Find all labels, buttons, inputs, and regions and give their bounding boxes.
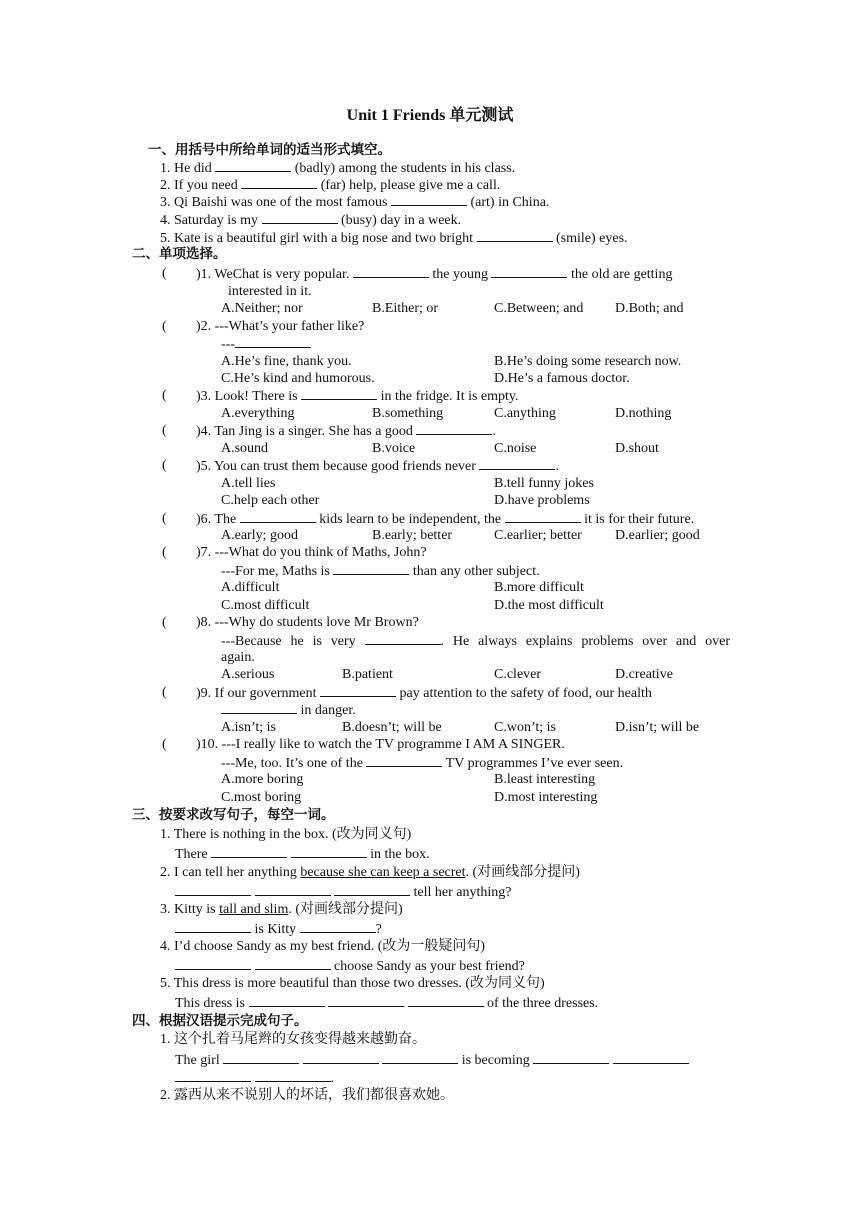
option-b[interactable]: B.early; better — [372, 528, 453, 543]
answer-text: The girl — [175, 1053, 220, 1068]
answer-blank[interactable] — [175, 957, 251, 970]
option-b[interactable]: B.He’s doing some research now. — [494, 354, 682, 369]
question-text: . — [492, 424, 496, 439]
option-b[interactable]: B.least interesting — [494, 772, 596, 787]
option-a[interactable]: A.difficult — [221, 580, 280, 595]
answer-blank[interactable] — [320, 684, 396, 697]
option-c[interactable]: C.won’t; is — [494, 720, 556, 735]
underlined-phrase: tall and slim — [219, 902, 289, 917]
answer-blank[interactable] — [382, 1051, 458, 1064]
answer-paren[interactable]: ( — [162, 737, 167, 752]
item-text: 5. Kate is a beautiful girl with a big nose and two bright — [160, 231, 473, 246]
answer-blank[interactable] — [301, 387, 377, 400]
question-text: ---Because he is very — [221, 634, 356, 649]
option-d[interactable]: D.nothing — [615, 406, 672, 421]
answer-text: This dress is — [175, 996, 245, 1011]
s3-item-2-answer — [175, 883, 511, 901]
option-c[interactable]: C.noise — [494, 441, 537, 456]
section-2-heading: 二、单项选择。 — [132, 246, 227, 262]
question-text: than any other subject. — [412, 564, 540, 579]
answer-text: is becoming — [461, 1053, 530, 1068]
question-10: )10. ---I really like to watch the TV programme I AM A SINGER. — [196, 737, 565, 752]
question-3 — [196, 387, 519, 405]
answer-blank[interactable] — [365, 632, 441, 645]
option-d[interactable]: D.the most difficult — [494, 598, 604, 613]
question-text: the young — [432, 267, 488, 282]
question-7-answer-line — [221, 562, 540, 580]
answer-blank[interactable] — [262, 211, 338, 224]
option-a[interactable]: A.everything — [221, 406, 295, 421]
item-text: (badly) among the students in his class. — [294, 161, 516, 176]
answer-blank[interactable] — [175, 920, 251, 933]
answer-blank[interactable] — [477, 229, 553, 242]
answer-paren[interactable]: ( — [162, 458, 167, 473]
option-c[interactable]: C.earlier; better — [494, 528, 582, 543]
question-text: )6. The — [196, 512, 237, 527]
answer-blank[interactable] — [334, 883, 410, 896]
option-b[interactable]: B.voice — [372, 441, 416, 456]
question-10-answer-line — [221, 754, 623, 772]
option-c[interactable]: C.help each other — [221, 493, 320, 508]
answer-blank[interactable] — [241, 176, 317, 189]
question-text: kids learn to be independent, the — [319, 512, 502, 527]
s1-item-2 — [160, 176, 500, 194]
option-a[interactable]: A.Neither; nor — [221, 301, 303, 316]
answer-blank[interactable] — [215, 159, 291, 172]
answer-paren[interactable]: ( — [162, 545, 167, 560]
question-9-continued — [221, 701, 356, 719]
answer-paren[interactable]: ( — [162, 685, 167, 700]
question-text: it is for their future. — [584, 512, 695, 527]
answer-text: ? — [375, 922, 382, 937]
s4-item-2-question: 2. 露西从来不说别人的坏话，我们都很喜欢她。 — [160, 1088, 454, 1103]
question-6 — [196, 510, 694, 528]
question-1 — [196, 265, 672, 283]
answer-blank[interactable] — [613, 1051, 689, 1064]
option-a[interactable]: A.early; good — [221, 528, 298, 543]
question-text: )4. Tan Jing is a singer. She has a good — [196, 424, 413, 439]
item-text: (busy) day in a week. — [341, 213, 462, 228]
answer-paren[interactable]: ( — [162, 388, 167, 403]
question-4 — [196, 422, 496, 440]
question-8: )8. ---Why do students love Mr Brown? — [196, 615, 419, 630]
option-b[interactable]: B.patient — [342, 667, 393, 682]
answer-paren[interactable]: ( — [162, 615, 167, 630]
question-text: . — [555, 459, 559, 474]
answer-blank[interactable] — [366, 754, 442, 767]
question-text: TV programmes I’ve ever seen. — [445, 756, 624, 771]
option-a[interactable]: A.tell lies — [221, 476, 276, 491]
s3-item-4-question: 4. I’d choose Sandy as my best friend. (改为一般疑问句) — [160, 939, 486, 954]
s1-item-3 — [160, 193, 549, 211]
item-text: 4. Saturday is my — [160, 213, 258, 228]
section-1-heading: 一、用括号中所给单词的适当形式填空。 — [148, 142, 391, 158]
option-c[interactable]: C.anything — [494, 406, 556, 421]
question-2-answer-line — [221, 335, 311, 353]
answer-text: is Kitty — [254, 922, 297, 937]
option-a[interactable]: A.He’s fine, thank you. — [221, 354, 352, 369]
answer-blank[interactable] — [255, 1069, 331, 1082]
question-5 — [196, 457, 559, 475]
answer-blank[interactable] — [249, 994, 325, 1007]
answer-blank[interactable] — [303, 1051, 379, 1064]
option-c[interactable]: C.Between; and — [494, 301, 584, 316]
answer-blank[interactable] — [479, 457, 555, 470]
answer-blank[interactable] — [235, 335, 311, 348]
answer-blank[interactable] — [211, 845, 287, 858]
question-8-continued: again. — [221, 650, 255, 665]
option-a[interactable]: A.sound — [221, 441, 269, 456]
option-d[interactable]: D.have problems — [494, 493, 590, 508]
answer-blank[interactable] — [353, 265, 429, 278]
answer-blank[interactable] — [175, 883, 251, 896]
answer-blank[interactable] — [240, 510, 316, 523]
s3-item-5-question: 5. This dress is more beautiful than those two dresses. (改为同义句) — [160, 976, 545, 991]
question-text: ---For me, Maths is — [221, 564, 330, 579]
question-text: in the fridge. It is empty. — [380, 389, 519, 404]
option-a[interactable]: A.isn’t; is — [221, 720, 276, 735]
s3-item-5-answer — [175, 994, 598, 1012]
question-1-continued: interested in it. — [228, 284, 312, 299]
option-d[interactable]: D.earlier; good — [615, 528, 700, 543]
option-d[interactable]: D.He’s a famous doctor. — [494, 371, 630, 386]
option-c[interactable]: C.clever — [494, 667, 542, 682]
question-text: . (对画线部分提问) — [465, 865, 580, 880]
answer-blank[interactable] — [533, 1051, 609, 1064]
page-title: Unit 1 Friends 单元测试 — [346, 107, 514, 124]
s3-item-4-answer — [175, 957, 525, 975]
section-4-heading: 四、根据汉语提示完成句子。 — [132, 1013, 308, 1029]
section-3-heading: 三、按要求改写句子，每空一词。 — [132, 807, 335, 823]
answer-blank[interactable] — [255, 883, 331, 896]
option-d[interactable]: D.isn’t; will be — [615, 720, 700, 735]
question-8-answer-line — [221, 632, 730, 650]
answer-text: There — [175, 847, 208, 862]
question-text: )5. You can trust them because good friends never — [196, 459, 476, 474]
answer-text: of the three dresses. — [487, 996, 599, 1011]
question-7: )7. ---What do you think of Maths, John? — [196, 545, 427, 560]
answer-blank[interactable] — [333, 562, 409, 575]
question-9 — [196, 684, 652, 702]
answer-blank[interactable] — [408, 994, 484, 1007]
answer-text: choose Sandy as your best friend? — [334, 959, 525, 974]
s3-item-1-answer — [175, 845, 430, 863]
question-text: )9. If our government — [196, 686, 317, 701]
question-text: . (对画线部分提问) — [288, 902, 403, 917]
option-b[interactable]: B.more difficult — [494, 580, 584, 595]
s3-item-2-question — [160, 864, 580, 881]
question-2: )2. ---What’s your father like? — [196, 319, 365, 334]
answer-blank[interactable] — [223, 1051, 299, 1064]
option-c[interactable]: C.most difficult — [221, 598, 310, 613]
item-text: (art) in China. — [470, 195, 550, 210]
answer-text: in the box. — [370, 847, 430, 862]
item-text: 2. If you need — [160, 178, 238, 193]
question-text: )3. Look! There is — [196, 389, 298, 404]
option-d[interactable]: D.Both; and — [615, 301, 684, 316]
answer-text: . — [330, 1071, 334, 1086]
question-text: ---Me, too. It’s one of the — [221, 756, 363, 771]
answer-blank[interactable] — [491, 265, 567, 278]
s4-item-1-question: 1. 这个扎着马尾辫的女孩变得越来越勤奋。 — [160, 1032, 426, 1047]
option-d[interactable]: D.creative — [615, 667, 673, 682]
answer-blank[interactable] — [291, 845, 367, 858]
option-d[interactable]: D.most interesting — [494, 790, 598, 805]
question-text: 2. I can tell her anything — [160, 865, 297, 880]
answer-blank[interactable] — [505, 510, 581, 523]
answer-text: tell her anything? — [413, 885, 512, 900]
answer-blank[interactable] — [300, 920, 376, 933]
s4-item-1-answer — [175, 1051, 689, 1069]
s3-item-3-answer — [175, 920, 382, 938]
question-text: in danger. — [300, 703, 356, 718]
item-text: (far) help, please give me a call. — [320, 178, 501, 193]
option-b[interactable]: B.Either; or — [372, 301, 439, 316]
answer-paren[interactable]: ( — [162, 266, 167, 281]
answer-paren[interactable]: ( — [162, 423, 167, 438]
question-text: the old are getting — [570, 267, 673, 282]
s1-item-1 — [160, 159, 515, 177]
s3-item-3-question — [160, 901, 403, 918]
s4-item-1-answer-continued — [175, 1069, 334, 1087]
answer-blank[interactable] — [416, 422, 492, 435]
question-text: . He always explains problems over and over — [440, 634, 731, 649]
option-c[interactable]: C.He’s kind and humorous. — [221, 371, 375, 386]
answer-blank[interactable] — [255, 957, 331, 970]
dialogue-dash: --- — [221, 337, 235, 352]
item-text: 1. He did — [160, 161, 212, 176]
answer-blank[interactable] — [391, 193, 467, 206]
answer-blank[interactable] — [328, 994, 404, 1007]
underlined-phrase: because she can keep a secret — [300, 865, 466, 880]
item-text: (smile) eyes. — [556, 231, 628, 246]
s3-item-1-question: 1. There is nothing in the box. (改为同义句) — [160, 827, 412, 842]
option-a[interactable]: A.serious — [221, 667, 275, 682]
question-text: )1. WeChat is very popular. — [196, 267, 350, 282]
option-c[interactable]: C.most boring — [221, 790, 302, 805]
answer-blank[interactable] — [175, 1069, 251, 1082]
option-b[interactable]: B.tell funny jokes — [494, 476, 594, 491]
question-text: pay attention to the safety of food, our health — [399, 686, 652, 701]
answer-blank[interactable] — [221, 701, 297, 714]
s1-item-5 — [160, 229, 628, 247]
answer-paren[interactable]: ( — [162, 511, 167, 526]
answer-paren[interactable]: ( — [162, 319, 167, 334]
item-text: 3. Qi Baishi was one of the most famous — [160, 195, 388, 210]
option-b[interactable]: B.doesn’t; will be — [342, 720, 442, 735]
s1-item-4 — [160, 211, 461, 229]
option-a[interactable]: A.more boring — [221, 772, 304, 787]
question-text: 3. Kitty is — [160, 902, 216, 917]
option-d[interactable]: D.shout — [615, 441, 659, 456]
option-b[interactable]: B.something — [372, 406, 444, 421]
